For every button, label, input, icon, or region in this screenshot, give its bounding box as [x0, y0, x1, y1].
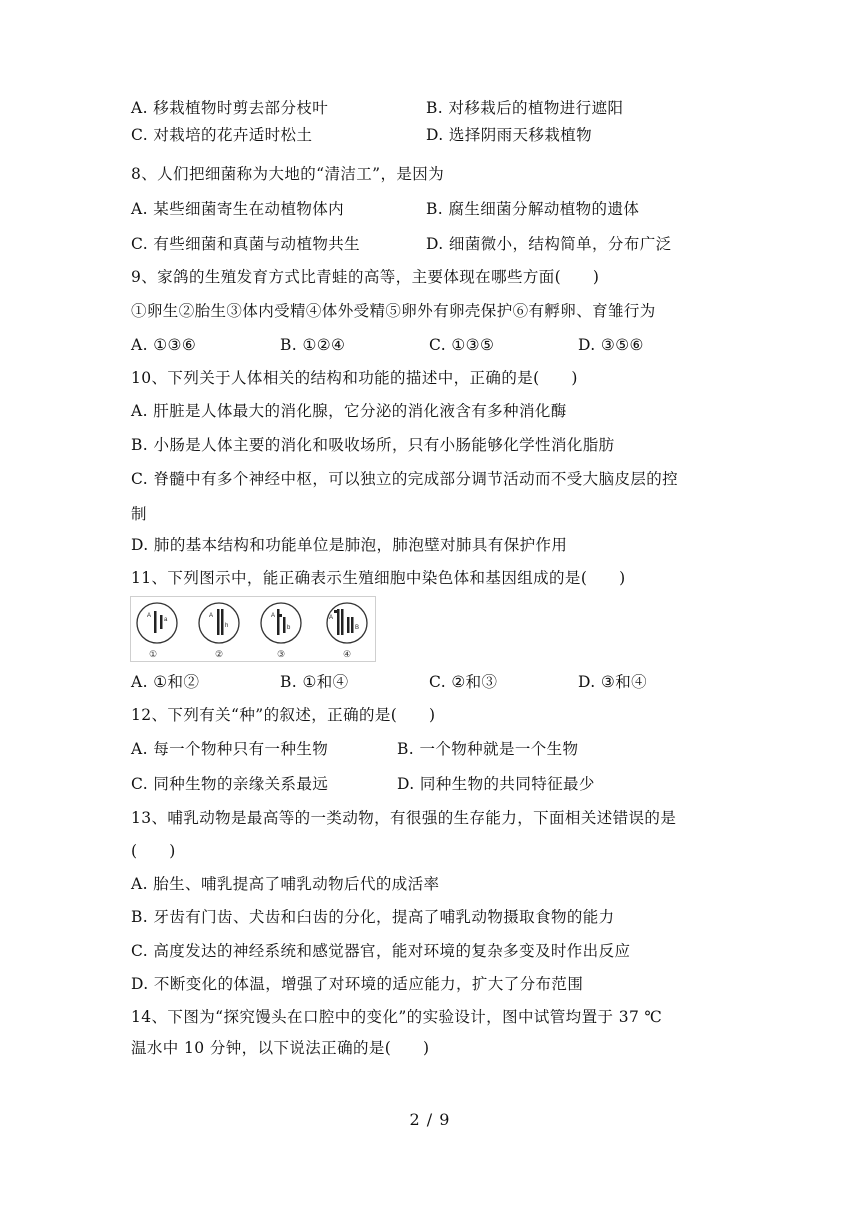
- q11-option-d: D. ③和④: [578, 673, 648, 691]
- cell-3-chromosome: [277, 609, 280, 635]
- q8-option-b: B. 腐生细菌分解动植物的遗体: [426, 200, 640, 218]
- q13-option-a: A. 胎生、哺乳提高了哺乳动物后代的成活率: [131, 875, 440, 893]
- cell-3-outline: [261, 603, 301, 643]
- q9-option-d: D. ③⑤⑥: [578, 336, 644, 354]
- q10-option-c-line1: C. 脊髓中有多个神经中枢，可以独立的完成部分调节活动而不受大脑皮层的控: [131, 470, 679, 488]
- chromosome-figure: [130, 596, 376, 662]
- q11-stem: 11、下列图示中，能正确表示生殖细胞中染色体和基因组成的是( ): [131, 569, 626, 587]
- q7-option-c: C. 对栽培的花卉适时松土: [131, 126, 313, 144]
- cell-3-gene-dot: [279, 614, 282, 617]
- q10-stem: 10、下列关于人体相关的结构和功能的描述中，正确的是( ): [131, 369, 578, 387]
- q8-stem: 8、人们把细菌称为大地的“清洁工”，是因为: [131, 165, 445, 183]
- cell-3-label: ③: [276, 650, 286, 660]
- q8-option-c: C. 有些细菌和真菌与动植物共生: [131, 235, 361, 253]
- cell-4-label: ④: [342, 650, 352, 660]
- cell-1-label: ①: [148, 650, 158, 660]
- cell-4-gene-label: A: [329, 615, 334, 621]
- q12-option-b: B. 一个物种就是一个生物: [397, 740, 579, 758]
- q9-option-a: A. ①③⑥: [131, 336, 197, 354]
- cell-1-chromosome: [160, 615, 163, 629]
- cell-3-gene-label: b: [287, 625, 291, 631]
- q10-option-b: B. 小肠是人体主要的消化和吸收场所，只有小肠能够化学性消化脂肪: [131, 436, 615, 454]
- q8-option-d: D. 细菌微小，结构简单，分布广泛: [426, 235, 672, 253]
- q11-option-b: B. ①和④: [280, 673, 349, 691]
- cell-2-label: ②: [214, 650, 224, 660]
- cell-3-chromosome: [283, 617, 286, 633]
- q12-option-a: A. 每一个物种只有一种生物: [131, 740, 329, 758]
- cell-1-chromosome: [154, 611, 157, 633]
- cell-4-gene-dot: [334, 610, 337, 613]
- q8-option-a: A. 某些细菌寄生在动植物体内: [131, 200, 345, 218]
- q7-option-b: B. 对移栽后的植物进行遮阳: [426, 99, 624, 117]
- cell-4-chromosome: [351, 617, 354, 633]
- cell-2-gene-label: h: [225, 623, 229, 629]
- q11-option-a: A. ①和②: [131, 673, 200, 691]
- q10-option-a: A. 肝脏是人体最大的消化腺，它分泌的消化液含有多种消化酶: [131, 402, 567, 420]
- chromosome-diagram: [131, 597, 375, 661]
- cell-2-chromosome: [217, 609, 220, 635]
- q12-option-d: D. 同种生物的共同特征最少: [397, 775, 595, 793]
- cell-2-gene-label: A: [209, 613, 214, 619]
- cell-1-gene-label: a: [164, 617, 168, 623]
- page-number: 2 / 9: [409, 1110, 451, 1129]
- cell-1-outline: [137, 603, 177, 643]
- q10-option-d: D. 肺的基本结构和功能单位是肺泡，肺泡壁对肺具有保护作用: [131, 536, 568, 554]
- q13-option-c: C. 高度发达的神经系统和感觉器官，能对环境的复杂多变及时作出反应: [131, 942, 631, 960]
- q9-option-c: C. ①③⑤: [429, 336, 495, 354]
- cell-2-chromosome: [221, 609, 224, 635]
- cell-4-chromosome: [341, 609, 344, 635]
- cell-3-gene-label: A: [271, 613, 276, 619]
- cell-4-chromosome: [347, 617, 350, 633]
- cell-4-gene-label: B: [355, 625, 360, 631]
- q13-stem-line2: ( ): [131, 842, 176, 860]
- q11-option-c: C. ②和③: [429, 673, 498, 691]
- q10-option-c-line2: 制: [131, 505, 147, 523]
- q9-stem: 9、家鸽的生殖发育方式比青蛙的高等，主要体现在哪些方面( ): [131, 268, 600, 286]
- cell-4-chromosome: [337, 609, 340, 635]
- q14-stem-line1: 14、下图为“探究馒头在口腔中的变化”的实验设计，图中试管均置于 37 ℃: [131, 1008, 663, 1026]
- q9-option-b: B. ①②④: [280, 336, 346, 354]
- q7-option-d: D. 选择阴雨天移栽植物: [426, 126, 593, 144]
- q12-option-c: C. 同种生物的亲缘关系最远: [131, 775, 329, 793]
- q12-stem: 12、下列有关“种”的叙述，正确的是( ): [131, 706, 436, 724]
- q13-option-d: D. 不断变化的体温，增强了对环境的适应能力，扩大了分布范围: [131, 975, 584, 993]
- q14-stem-line2: 温水中 10 分钟，以下说法正确的是( ): [131, 1039, 430, 1057]
- q13-option-b: B. 牙齿有门齿、犬齿和臼齿的分化，提高了哺乳动物摄取食物的能力: [131, 908, 615, 926]
- q7-option-a: A. 移栽植物时剪去部分枝叶: [131, 99, 329, 117]
- q13-stem-line1: 13、哺乳动物是最高等的一类动物，有很强的生存能力，下面相关述错误的是: [131, 809, 677, 827]
- cell-1-gene-label: A: [147, 613, 152, 619]
- q9-items: ①卵生②胎生③体内受精④体外受精⑤卵外有卵壳保护⑥有孵卵、育雏行为: [131, 302, 656, 320]
